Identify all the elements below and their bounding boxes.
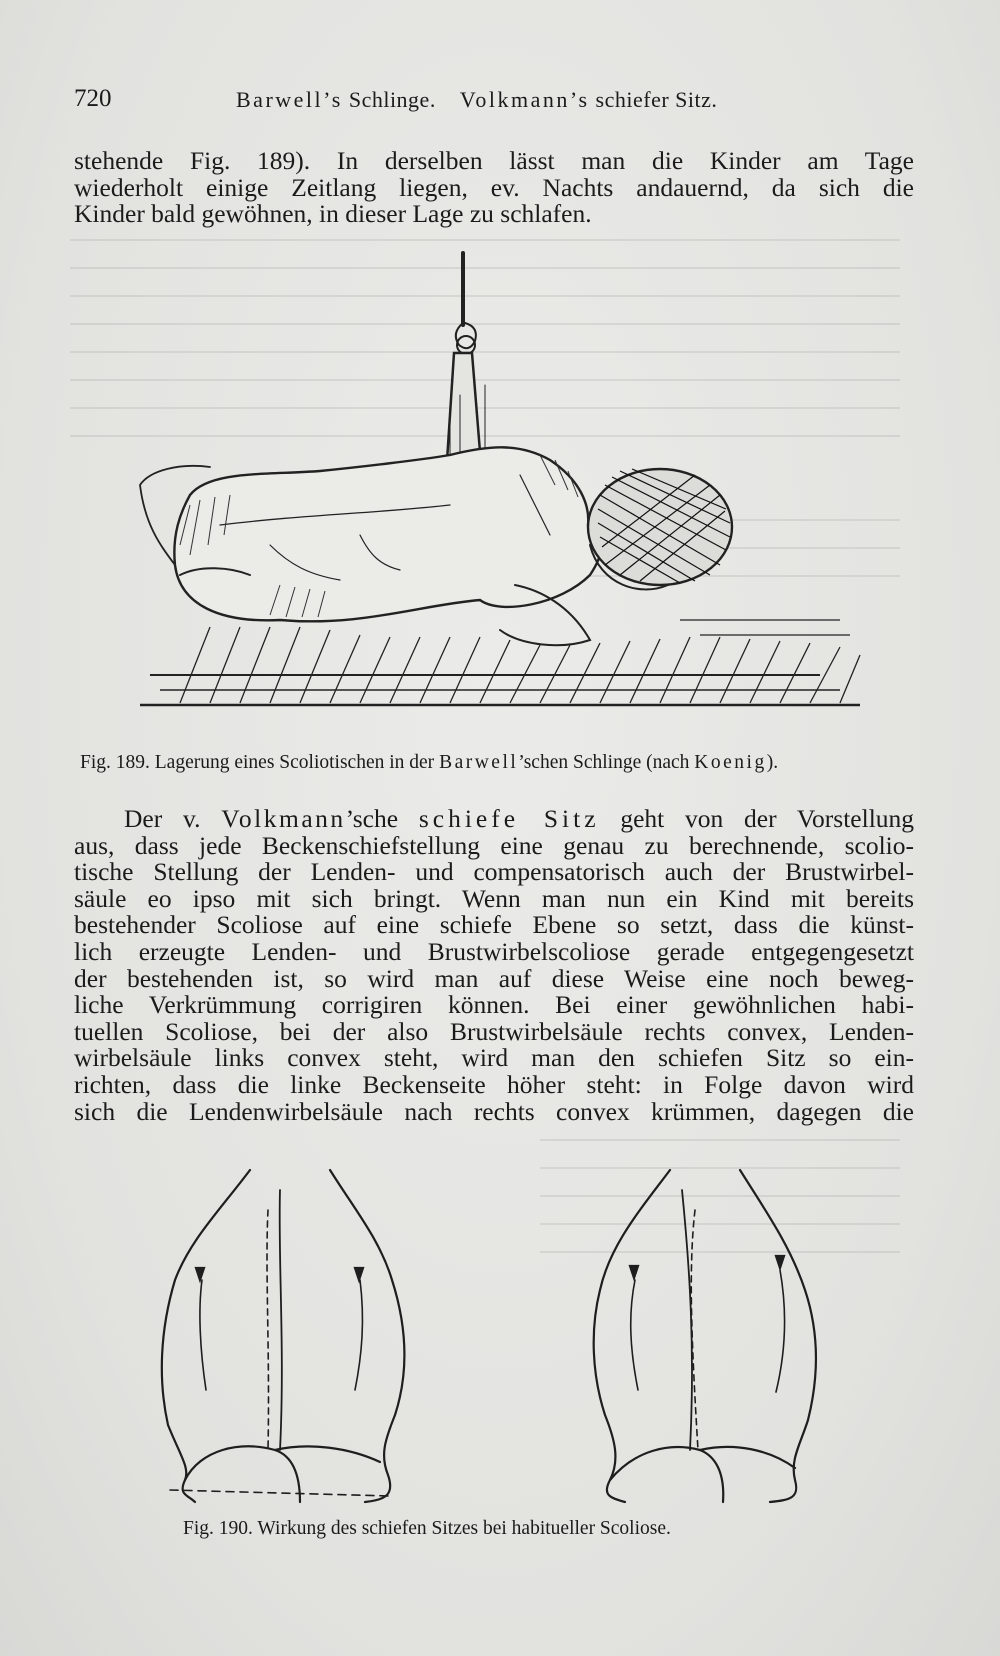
caption-text: Fig. 189. Lagerung eines Scoliotischen in der (80, 752, 435, 773)
emphasis-name: Volkmann (221, 804, 346, 833)
text-line: der bestehenden ist, so wird man auf diese Weise eine noch beweg- (74, 963, 914, 993)
text-line: liche Verkrümmung corrigiren können. Bei einer gewöhnlichen habi- (74, 990, 914, 1020)
figure-190-illustration (140, 1150, 900, 1510)
figure-189-caption (80, 752, 778, 774)
caption-text: ’schen Schlinge (nach (518, 752, 690, 773)
paragraph-1 (74, 148, 914, 228)
caption-name: Barwell (439, 752, 519, 773)
emphasis-term: schiefe Sitz (418, 804, 600, 833)
text-line: tuellen Scoliose, bei der also Brustwirbelsäule rechts convex, Lenden- (74, 1016, 914, 1046)
text-line: säule eo ipso mit sich bringt. Wenn man nun ein Kind mit bereits (74, 883, 914, 913)
text-line: sich die Lendenwirbelsäule nach rechts convex krümmen, dagegen die (74, 1096, 914, 1126)
caption-text: ). (766, 752, 779, 773)
running-title-name-2: Volkmann’s (459, 87, 590, 112)
text-line: bestehender Scoliose auf eine schiefe Ebene so setzt, dass die künst- (74, 910, 914, 940)
running-title (236, 87, 717, 113)
text-line: Kinder bald gewöhnen, in dieser Lage zu schlafen. (74, 199, 592, 229)
text-line: stehende Fig. 189). In derselben lässt man die Kinder am Tage (74, 146, 914, 175)
text-run: ’sche (345, 804, 399, 833)
running-title-name-1: Barwell’s (236, 87, 343, 112)
running-header (74, 85, 914, 121)
text-run: geht von der Vorstellung (620, 804, 915, 833)
text-line-first (74, 806, 914, 833)
page-number: 720 (74, 85, 112, 112)
text-line: wirbelsäule links convex steht, wird man den schiefen Sitz so ein- (74, 1043, 914, 1073)
text-line: richten, dass die linke Beckenseite höher steht: in Folge davon wird (74, 1069, 914, 1099)
figure-189-illustration (120, 245, 880, 725)
text-run: Der v. (124, 804, 201, 833)
running-title-text-1: Schlinge. (348, 87, 436, 112)
figure-190-caption: Fig. 190. Wirkung des schiefen Sitzes bei habitueller Scoliose. (183, 1518, 671, 1539)
caption-author: Koenig (694, 752, 767, 773)
text-line: aus, dass jede Beckenschiefstellung eine genau zu berechnende, scolio- (74, 830, 914, 860)
paragraph-2 (74, 806, 914, 1125)
text-line: tische Stellung der Lenden- und compensatorisch auch der Brustwirbel- (74, 857, 914, 887)
running-title-text-2: schiefer Sitz. (595, 87, 718, 112)
text-line: lich erzeugte Lenden- und Brustwirbelscoliose gerade entgegengesetzt (74, 936, 914, 966)
text-line: wiederholt einige Zeitlang liegen, ev. Nachts andauernd, da sich die (74, 172, 914, 202)
